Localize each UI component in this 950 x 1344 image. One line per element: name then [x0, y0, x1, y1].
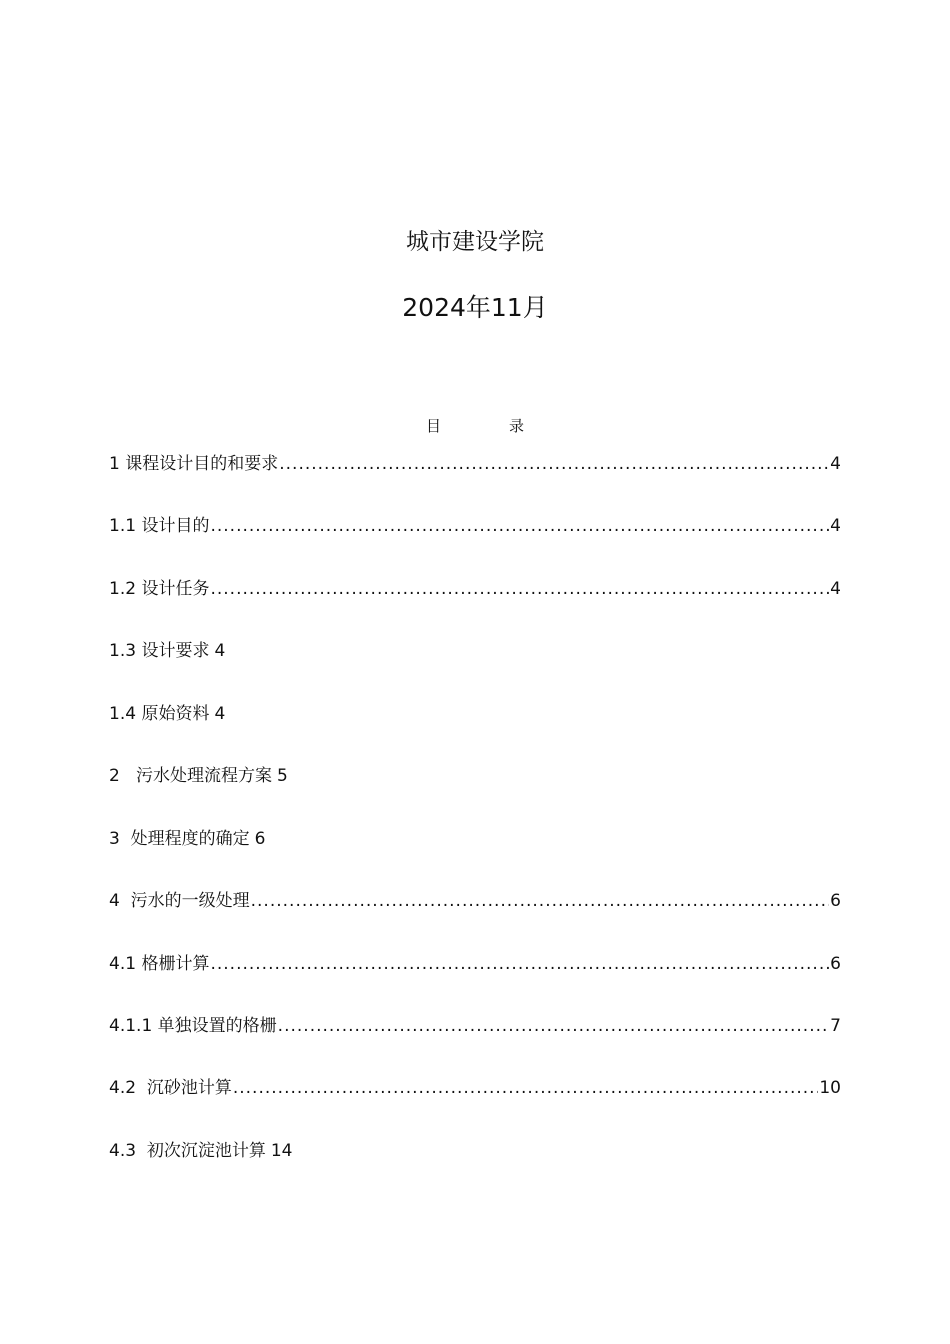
toc-entry-label: 1.4 原始资料	[109, 704, 210, 724]
toc-entry[interactable]	[109, 451, 841, 477]
toc-entry[interactable]	[109, 701, 841, 727]
toc-entry[interactable]	[109, 638, 841, 664]
toc-leader-dots	[210, 513, 829, 539]
toc-entry-page: 4	[830, 579, 841, 599]
toc-leader-dots	[279, 451, 829, 477]
toc-entry[interactable]	[109, 1013, 841, 1039]
toc-leader-dots	[210, 576, 829, 602]
toc-leader-dots	[278, 1013, 830, 1039]
toc-entry-page: 4	[214, 704, 226, 724]
toc-entry-label: 4.2 沉砂池计算	[109, 1078, 232, 1098]
toc-title	[0, 416, 950, 436]
toc-entry-label: 1.3 设计要求	[109, 641, 210, 661]
toc-title-left: 目	[425, 417, 441, 435]
toc-entry[interactable]	[109, 513, 841, 539]
toc-leader-dots	[251, 888, 830, 914]
toc-entry-label: 2 污水处理流程方案	[109, 766, 273, 786]
toc-entry-label: 4 污水的一级处理	[109, 891, 250, 911]
toc-entry-label: 4.3 初次沉淀池计算	[109, 1141, 266, 1161]
toc-leader-dots	[233, 1075, 819, 1101]
school-name: 城市建设学院	[406, 229, 544, 255]
toc-entry-page: 7	[830, 1016, 841, 1036]
toc-entry-page: 4	[214, 641, 226, 661]
toc-entry-page: 4	[830, 454, 841, 474]
toc-entry-page: 4	[830, 516, 841, 536]
toc-entry-page: 6	[830, 954, 841, 974]
toc-entry[interactable]	[109, 951, 841, 977]
toc-title-right: 录	[509, 417, 525, 435]
toc-entry-page: 6	[830, 891, 841, 911]
toc-entry-label: 4.1 格栅计算	[109, 954, 210, 974]
toc-entry-label: 4.1.1 单独设置的格栅	[109, 1016, 277, 1036]
toc-entry-page: 14	[270, 1141, 293, 1161]
toc-leader-dots	[210, 951, 829, 977]
toc-entry-label: 3 处理程度的确定	[109, 829, 250, 849]
toc-entry[interactable]	[109, 576, 841, 602]
toc-entry[interactable]	[109, 888, 841, 914]
toc-entry-page: 5	[277, 766, 288, 786]
toc-entry-page: 6	[254, 829, 266, 849]
toc-entry-label: 1.2 设计任务	[109, 579, 210, 599]
toc-entry-label: 1.1 设计目的	[109, 516, 210, 536]
toc-entry-label: 1 课程设计目的和要求	[109, 454, 279, 474]
document-date: 2024年11月	[402, 293, 548, 322]
toc-entry-page: 10	[819, 1078, 841, 1098]
toc-entry[interactable]	[109, 826, 841, 852]
toc-entry[interactable]	[109, 1075, 841, 1101]
toc-entry[interactable]	[109, 763, 841, 789]
toc-entry[interactable]	[109, 1138, 841, 1164]
